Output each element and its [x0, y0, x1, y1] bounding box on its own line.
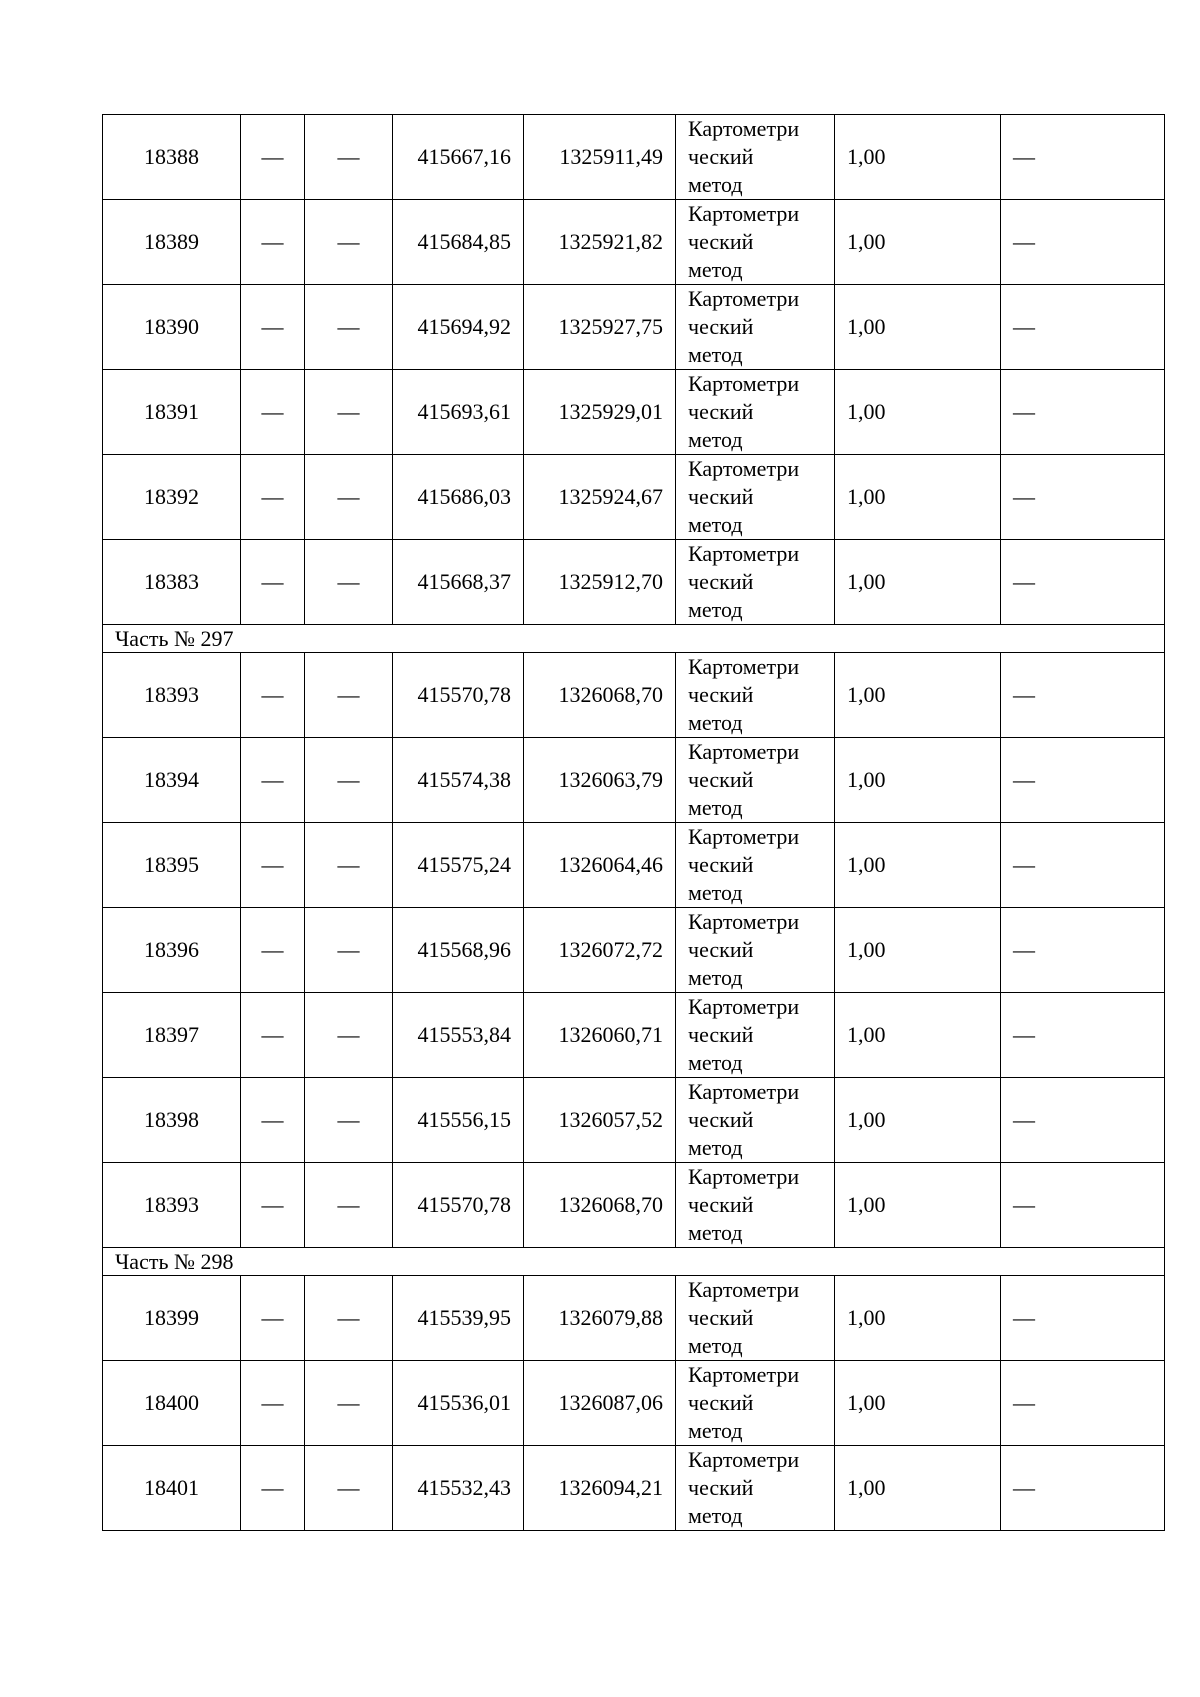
accuracy-cell: 1,00	[835, 200, 1001, 285]
section-header-row	[103, 1248, 1165, 1276]
method-line: метод	[688, 795, 743, 820]
point-id-cell: 18395	[103, 823, 241, 908]
table-row	[103, 540, 1165, 625]
section-label: Часть № 297	[103, 625, 1165, 653]
method-line: ческий	[688, 937, 754, 962]
table-row	[103, 1446, 1165, 1531]
method-line: Картометри	[688, 1079, 800, 1104]
method-line: метод	[688, 1135, 743, 1160]
accuracy-cell: 1,00	[835, 1361, 1001, 1446]
table-row	[103, 455, 1165, 540]
method-line: ческий	[688, 767, 754, 792]
method-line: ческий	[688, 1107, 754, 1132]
point-id-cell: 18389	[103, 200, 241, 285]
empty-cell-a: —	[241, 908, 305, 993]
note-cell: —	[1001, 200, 1165, 285]
table-row	[103, 1276, 1165, 1361]
y-coordinate-cell: 1325924,67	[524, 455, 676, 540]
empty-cell-b: —	[305, 115, 393, 200]
x-coordinate-cell: 415532,43	[393, 1446, 524, 1531]
method-line: Картометри	[688, 739, 800, 764]
method-line: Картометри	[688, 1447, 800, 1472]
empty-cell-a: —	[241, 1276, 305, 1361]
empty-cell-a: —	[241, 1446, 305, 1531]
point-id-cell: 18397	[103, 993, 241, 1078]
point-id-cell: 18394	[103, 738, 241, 823]
empty-cell-b: —	[305, 993, 393, 1078]
method-line: Картометри	[688, 1164, 800, 1189]
note-cell: —	[1001, 908, 1165, 993]
accuracy-cell: 1,00	[835, 115, 1001, 200]
y-coordinate-cell: 1325911,49	[524, 115, 676, 200]
table-row	[103, 738, 1165, 823]
table-row	[103, 993, 1165, 1078]
method-cell	[676, 993, 835, 1078]
table-row	[103, 653, 1165, 738]
accuracy-cell: 1,00	[835, 370, 1001, 455]
method-line: метод	[688, 1503, 743, 1528]
method-line: метод	[688, 710, 743, 735]
empty-cell-b: —	[305, 1361, 393, 1446]
x-coordinate-cell: 415693,61	[393, 370, 524, 455]
y-coordinate-cell: 1325912,70	[524, 540, 676, 625]
accuracy-cell: 1,00	[835, 993, 1001, 1078]
x-coordinate-cell: 415536,01	[393, 1361, 524, 1446]
empty-cell-a: —	[241, 540, 305, 625]
table-row	[103, 1361, 1165, 1446]
method-line: метод	[688, 1050, 743, 1075]
method-cell	[676, 1163, 835, 1248]
accuracy-cell: 1,00	[835, 1163, 1001, 1248]
method-line: ческий	[688, 1192, 754, 1217]
point-id-cell: 18390	[103, 285, 241, 370]
method-cell	[676, 653, 835, 738]
method-line: ческий	[688, 682, 754, 707]
point-id-cell: 18399	[103, 1276, 241, 1361]
accuracy-cell: 1,00	[835, 455, 1001, 540]
point-id-cell: 18401	[103, 1446, 241, 1531]
method-line: Картометри	[688, 994, 800, 1019]
table-row	[103, 823, 1165, 908]
note-cell: —	[1001, 653, 1165, 738]
method-line: метод	[688, 1333, 743, 1358]
method-cell	[676, 115, 835, 200]
x-coordinate-cell: 415686,03	[393, 455, 524, 540]
empty-cell-b: —	[305, 1446, 393, 1531]
method-line: ческий	[688, 484, 754, 509]
empty-cell-a: —	[241, 115, 305, 200]
method-line: ческий	[688, 314, 754, 339]
empty-cell-a: —	[241, 455, 305, 540]
x-coordinate-cell: 415684,85	[393, 200, 524, 285]
empty-cell-a: —	[241, 738, 305, 823]
y-coordinate-cell: 1325921,82	[524, 200, 676, 285]
x-coordinate-cell: 415570,78	[393, 1163, 524, 1248]
method-cell	[676, 370, 835, 455]
method-line: метод	[688, 1418, 743, 1443]
empty-cell-b: —	[305, 200, 393, 285]
accuracy-cell: 1,00	[835, 738, 1001, 823]
accuracy-cell: 1,00	[835, 540, 1001, 625]
method-cell	[676, 540, 835, 625]
empty-cell-a: —	[241, 1361, 305, 1446]
note-cell: —	[1001, 540, 1165, 625]
empty-cell-b: —	[305, 540, 393, 625]
point-id-cell: 18393	[103, 1163, 241, 1248]
accuracy-cell: 1,00	[835, 1446, 1001, 1531]
method-line: Картометри	[688, 116, 800, 141]
empty-cell-a: —	[241, 1078, 305, 1163]
method-line: Картометри	[688, 286, 800, 311]
method-line: метод	[688, 342, 743, 367]
empty-cell-b: —	[305, 1163, 393, 1248]
empty-cell-a: —	[241, 993, 305, 1078]
note-cell: —	[1001, 1276, 1165, 1361]
empty-cell-b: —	[305, 1276, 393, 1361]
accuracy-cell: 1,00	[835, 1078, 1001, 1163]
method-line: ческий	[688, 1475, 754, 1500]
method-line: ческий	[688, 852, 754, 877]
y-coordinate-cell: 1326063,79	[524, 738, 676, 823]
table-row	[103, 1163, 1165, 1248]
y-coordinate-cell: 1326094,21	[524, 1446, 676, 1531]
method-cell	[676, 200, 835, 285]
note-cell: —	[1001, 1163, 1165, 1248]
table-row	[103, 200, 1165, 285]
method-line: ческий	[688, 1305, 754, 1330]
point-id-cell: 18396	[103, 908, 241, 993]
x-coordinate-cell: 415574,38	[393, 738, 524, 823]
y-coordinate-cell: 1326079,88	[524, 1276, 676, 1361]
note-cell: —	[1001, 1361, 1165, 1446]
method-line: Картометри	[688, 1277, 800, 1302]
method-line: метод	[688, 880, 743, 905]
x-coordinate-cell: 415539,95	[393, 1276, 524, 1361]
empty-cell-b: —	[305, 653, 393, 738]
point-id-cell: 18400	[103, 1361, 241, 1446]
method-cell	[676, 738, 835, 823]
table-row	[103, 1078, 1165, 1163]
empty-cell-b: —	[305, 738, 393, 823]
empty-cell-a: —	[241, 823, 305, 908]
empty-cell-a: —	[241, 1163, 305, 1248]
note-cell: —	[1001, 738, 1165, 823]
table-row	[103, 908, 1165, 993]
method-cell	[676, 455, 835, 540]
accuracy-cell: 1,00	[835, 823, 1001, 908]
method-line: метод	[688, 512, 743, 537]
point-id-cell: 18391	[103, 370, 241, 455]
method-line: метод	[688, 1220, 743, 1245]
note-cell: —	[1001, 823, 1165, 908]
method-line: ческий	[688, 399, 754, 424]
x-coordinate-cell: 415667,16	[393, 115, 524, 200]
empty-cell-b: —	[305, 285, 393, 370]
empty-cell-b: —	[305, 1078, 393, 1163]
method-line: ческий	[688, 229, 754, 254]
method-line: ческий	[688, 144, 754, 169]
empty-cell-a: —	[241, 285, 305, 370]
y-coordinate-cell: 1326087,06	[524, 1361, 676, 1446]
method-cell	[676, 1361, 835, 1446]
method-cell	[676, 1276, 835, 1361]
y-coordinate-cell: 1326060,71	[524, 993, 676, 1078]
point-id-cell: 18398	[103, 1078, 241, 1163]
point-id-cell: 18388	[103, 115, 241, 200]
section-header-row	[103, 625, 1165, 653]
point-id-cell: 18392	[103, 455, 241, 540]
method-cell	[676, 823, 835, 908]
method-line: метод	[688, 257, 743, 282]
accuracy-cell: 1,00	[835, 653, 1001, 738]
coordinates-table	[102, 114, 1165, 1531]
y-coordinate-cell: 1326057,52	[524, 1078, 676, 1163]
table-row	[103, 115, 1165, 200]
empty-cell-b: —	[305, 908, 393, 993]
note-cell: —	[1001, 1446, 1165, 1531]
method-line: Картометри	[688, 654, 800, 679]
x-coordinate-cell: 415553,84	[393, 993, 524, 1078]
empty-cell-b: —	[305, 823, 393, 908]
method-line: метод	[688, 427, 743, 452]
method-line: Картометри	[688, 1362, 800, 1387]
empty-cell-b: —	[305, 455, 393, 540]
x-coordinate-cell: 415556,15	[393, 1078, 524, 1163]
note-cell: —	[1001, 370, 1165, 455]
empty-cell-a: —	[241, 370, 305, 455]
y-coordinate-cell: 1326072,72	[524, 908, 676, 993]
method-line: ческий	[688, 569, 754, 594]
note-cell: —	[1001, 1078, 1165, 1163]
table-row	[103, 285, 1165, 370]
method-line: Картометри	[688, 201, 800, 226]
method-line: метод	[688, 172, 743, 197]
note-cell: —	[1001, 455, 1165, 540]
method-line: ческий	[688, 1022, 754, 1047]
point-id-cell: 18393	[103, 653, 241, 738]
y-coordinate-cell: 1326064,46	[524, 823, 676, 908]
x-coordinate-cell: 415575,24	[393, 823, 524, 908]
y-coordinate-cell: 1326068,70	[524, 653, 676, 738]
x-coordinate-cell: 415694,92	[393, 285, 524, 370]
y-coordinate-cell: 1326068,70	[524, 1163, 676, 1248]
note-cell: —	[1001, 285, 1165, 370]
method-line: ческий	[688, 1390, 754, 1415]
x-coordinate-cell: 415568,96	[393, 908, 524, 993]
x-coordinate-cell: 415668,37	[393, 540, 524, 625]
empty-cell-a: —	[241, 653, 305, 738]
note-cell: —	[1001, 115, 1165, 200]
method-cell	[676, 1446, 835, 1531]
method-line: Картометри	[688, 541, 800, 566]
method-cell	[676, 1078, 835, 1163]
table-body	[103, 115, 1165, 1531]
accuracy-cell: 1,00	[835, 908, 1001, 993]
accuracy-cell: 1,00	[835, 285, 1001, 370]
y-coordinate-cell: 1325929,01	[524, 370, 676, 455]
method-cell	[676, 908, 835, 993]
empty-cell-b: —	[305, 370, 393, 455]
method-line: Картометри	[688, 371, 800, 396]
x-coordinate-cell: 415570,78	[393, 653, 524, 738]
method-line: Картометри	[688, 824, 800, 849]
table-row	[103, 370, 1165, 455]
accuracy-cell: 1,00	[835, 1276, 1001, 1361]
empty-cell-a: —	[241, 200, 305, 285]
method-line: метод	[688, 597, 743, 622]
method-line: метод	[688, 965, 743, 990]
section-label: Часть № 298	[103, 1248, 1165, 1276]
method-line: Картометри	[688, 909, 800, 934]
method-cell	[676, 285, 835, 370]
point-id-cell: 18383	[103, 540, 241, 625]
method-line: Картометри	[688, 456, 800, 481]
note-cell: —	[1001, 993, 1165, 1078]
y-coordinate-cell: 1325927,75	[524, 285, 676, 370]
